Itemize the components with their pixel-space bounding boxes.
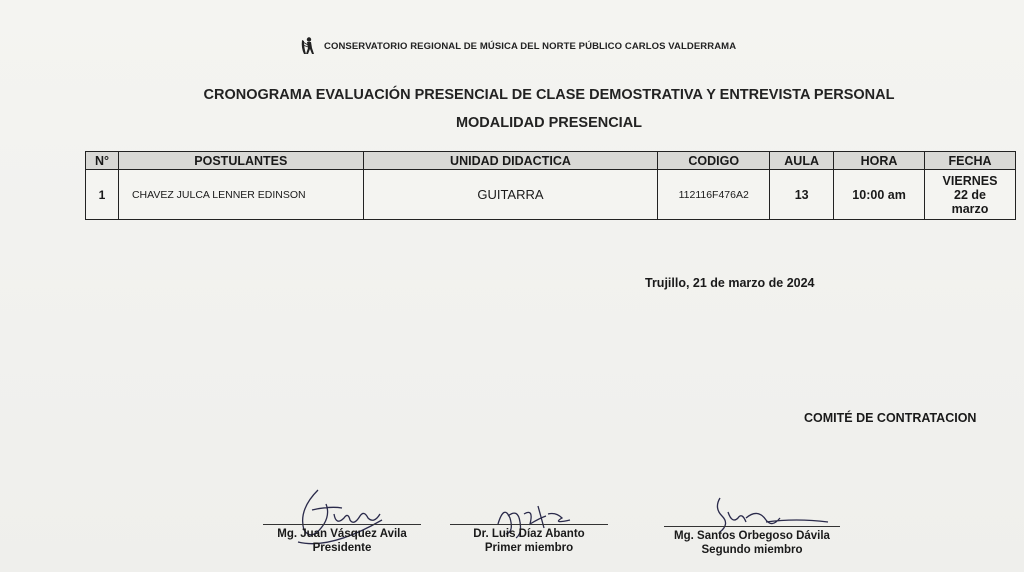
- column-header-codigo: CODIGO: [658, 152, 770, 170]
- cell-hora: 10:00 am: [834, 170, 925, 220]
- column-header-aula: AULA: [770, 152, 834, 170]
- cell-postulante: CHAVEZ JULCA LENNER EDINSON: [118, 170, 363, 220]
- signatory-name: Mg. Juan Vásquez Avila: [277, 528, 407, 540]
- table-header-row: [86, 152, 1016, 170]
- signature-line: [263, 524, 421, 525]
- column-header-number: N°: [86, 152, 119, 170]
- schedule-table: [85, 151, 1016, 220]
- committee-label: COMITÉ DE CONTRATACION: [804, 411, 977, 425]
- institution-header: [298, 36, 736, 56]
- cell-unidad: GUITARRA: [363, 170, 658, 220]
- signature-line: [664, 526, 840, 527]
- table-row: [86, 170, 1016, 220]
- institution-name: CONSERVATORIO REGIONAL DE MÚSICA DEL NORTE PÚBLICO CARLOS VALDERRAMA: [324, 40, 737, 52]
- signature-block-president: [263, 524, 421, 555]
- signature-block-first-member: [450, 524, 608, 555]
- column-header-fecha: FECHA: [925, 152, 1016, 170]
- cell-fecha: [925, 170, 1016, 220]
- signatory-role: Segundo miembro: [701, 544, 803, 556]
- harp-musician-icon: [298, 36, 318, 56]
- signatory-role: Presidente: [312, 542, 372, 554]
- cell-codigo: 112116F476A2: [658, 170, 770, 220]
- fecha-weekday: VIERNES: [942, 173, 998, 188]
- column-header-hora: HORA: [834, 152, 925, 170]
- fecha-day: 22 de: [954, 187, 986, 202]
- signatory-role: Primer miembro: [484, 542, 574, 554]
- place-date: Trujillo, 21 de marzo de 2024: [645, 276, 815, 290]
- column-header-postulantes: POSTULANTES: [118, 152, 363, 170]
- fecha-month: marzo: [951, 201, 989, 216]
- signatory-name: Mg. Santos Orbegoso Dávila: [674, 530, 830, 542]
- document-subtitle: MODALIDAD PRESENCIAL: [455, 115, 643, 131]
- column-header-unidad: UNIDAD DIDACTICA: [363, 152, 658, 170]
- signatory-name: Dr. Luis Díaz Abanto: [473, 528, 585, 540]
- signature-block-second-member: [664, 526, 840, 557]
- signature-line: [450, 524, 608, 525]
- cell-number: 1: [86, 170, 119, 220]
- document-title: CRONOGRAMA EVALUACIÓN PRESENCIAL DE CLASE DEMOSTRATIVA Y ENTREVISTA PERSONAL: [203, 87, 895, 103]
- cell-aula: 13: [770, 170, 834, 220]
